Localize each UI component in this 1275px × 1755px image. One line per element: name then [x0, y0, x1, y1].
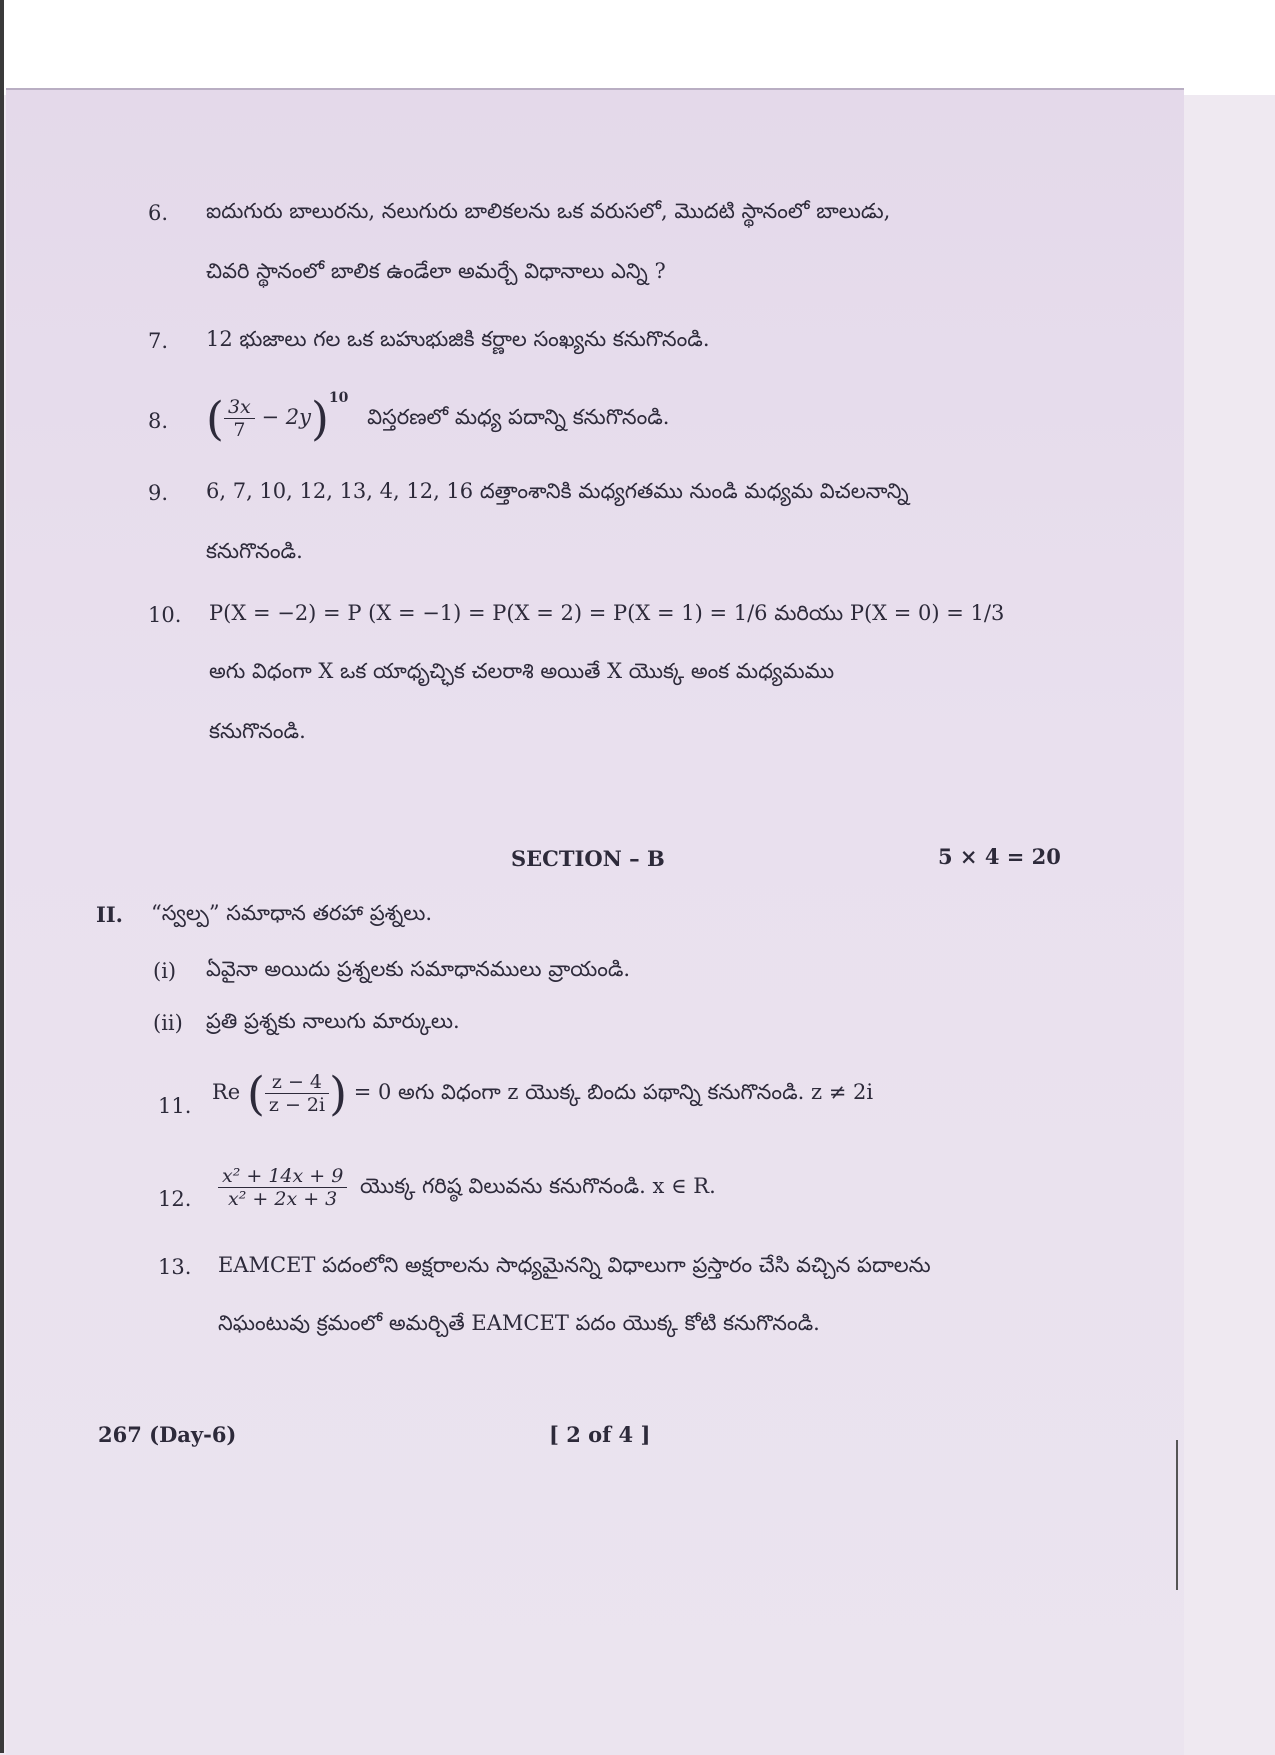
question-7-number: 7.	[148, 329, 169, 353]
frac-denominator: z − 2i	[268, 1094, 326, 1116]
part-heading: “స్వల్ప” సమాధాన తరహా ప్రశ్నలు.	[151, 901, 433, 925]
fraction-quadratic	[218, 1165, 347, 1210]
frac-numerator: z − 4	[265, 1071, 329, 1094]
question-12-number: 12.	[158, 1187, 192, 1211]
frac-denominator: x² + 2x + 3	[228, 1188, 338, 1210]
question-11-expression	[212, 1062, 873, 1122]
question-6-number: 6.	[148, 201, 169, 225]
question-10-line2: అగు విధంగా X ఒక యాధృచ్ఛిక చలరాశి అయితే X యొక్క అంక మధ్యమము	[209, 659, 835, 683]
fraction-3x-over-7	[224, 396, 255, 441]
exponent: 10	[328, 390, 349, 406]
frac-numerator: 3x	[224, 396, 255, 419]
scan-left-edge	[0, 0, 4, 1753]
page-number: [ 2 of 4 ]	[549, 1422, 651, 1447]
scan-right-mark	[1176, 1440, 1178, 1590]
question-6-line2: చివరి స్థానంలో బాలిక ఉండేలా అమర్చే విధానాలు ఎన్ని ?	[206, 259, 666, 283]
expr-term: − 2y	[261, 405, 311, 429]
question-9-line1: 6, 7, 10, 12, 13, 4, 12, 16 దత్తాంశానికి మధ్యగతము నుండి మధ్యమ విచలనాన్ని	[206, 479, 909, 503]
instruction-2: ప్రతి ప్రశ్నకు నాలుగు మార్కులు.	[206, 1009, 460, 1033]
question-11-text: = 0 అగు విధంగా z యొక్క బిందు పథాన్ని కనుగొనండి. z ≠ 2i	[353, 1080, 874, 1104]
right-paren: )	[329, 1066, 348, 1121]
question-12-expression	[218, 1156, 716, 1216]
question-10-number: 10.	[148, 603, 182, 627]
section-b-marks: 5 × 4 = 20	[938, 844, 1061, 869]
instruction-1: ఏవైనా అయిదు ప్రశ్నలకు సమాధానములు వ్రాయండి.	[206, 957, 631, 981]
question-8-expression	[206, 382, 670, 447]
instruction-1-label: (i)	[153, 959, 177, 983]
paper-code: 267 (Day-6)	[98, 1422, 237, 1447]
right-paren: )	[310, 391, 329, 446]
exam-page	[6, 88, 1184, 1755]
left-paren: (	[206, 391, 224, 446]
question-8-text: విస్తరణలో మధ్య పదాన్ని కనుగొనండి.	[367, 405, 670, 429]
question-11-number: 11.	[158, 1094, 192, 1118]
instruction-2-label: (ii)	[153, 1011, 183, 1035]
question-13-number: 13.	[158, 1255, 192, 1279]
frac-numerator: x² + 14x + 9	[218, 1165, 347, 1188]
fraction-z	[265, 1071, 329, 1116]
question-9-line2: కనుగొనండి.	[206, 539, 303, 563]
section-b-title: SECTION – B	[511, 846, 665, 871]
question-6-line1: ఐదుగురు బాలురను, నలుగురు బాలికలను ఒక వరుసలో, మొదటి స్థానంలో బాలుడు,	[206, 199, 891, 223]
part-roman-numeral: II.	[96, 902, 123, 927]
question-9-number: 9.	[148, 481, 169, 505]
scan-top-margin	[0, 0, 1275, 95]
re-operator: Re	[212, 1080, 241, 1104]
question-10-line1: P(X = −2) = P (X = −1) = P(X = 2) = P(X = 1) = 1/6 మరియు P(X = 0) = 1/3	[209, 601, 1005, 625]
question-12-text: యొక్క గరిష్ఠ విలువను కనుగొనండి. x ∈ R.	[360, 1174, 716, 1198]
question-8-number: 8.	[148, 409, 169, 433]
question-13-line1: EAMCET పదంలోని అక్షరాలను సాధ్యమైనన్ని విధాలుగా ప్రస్తారం చేసి వచ్చిన పదాలను	[218, 1253, 931, 1277]
question-10-line3: కనుగొనండి.	[209, 719, 306, 743]
left-paren: (	[246, 1066, 265, 1121]
question-13-line2: నిఘంటువు క్రమంలో అమర్చితే EAMCET పదం యొక్క కోటి కనుగొనండి.	[218, 1311, 820, 1335]
question-7-line1: 12 భుజాలు గల ఒక బహుభుజికి కర్ణాల సంఖ్యను కనుగొనండి.	[206, 327, 710, 351]
frac-denominator: 7	[233, 419, 246, 441]
